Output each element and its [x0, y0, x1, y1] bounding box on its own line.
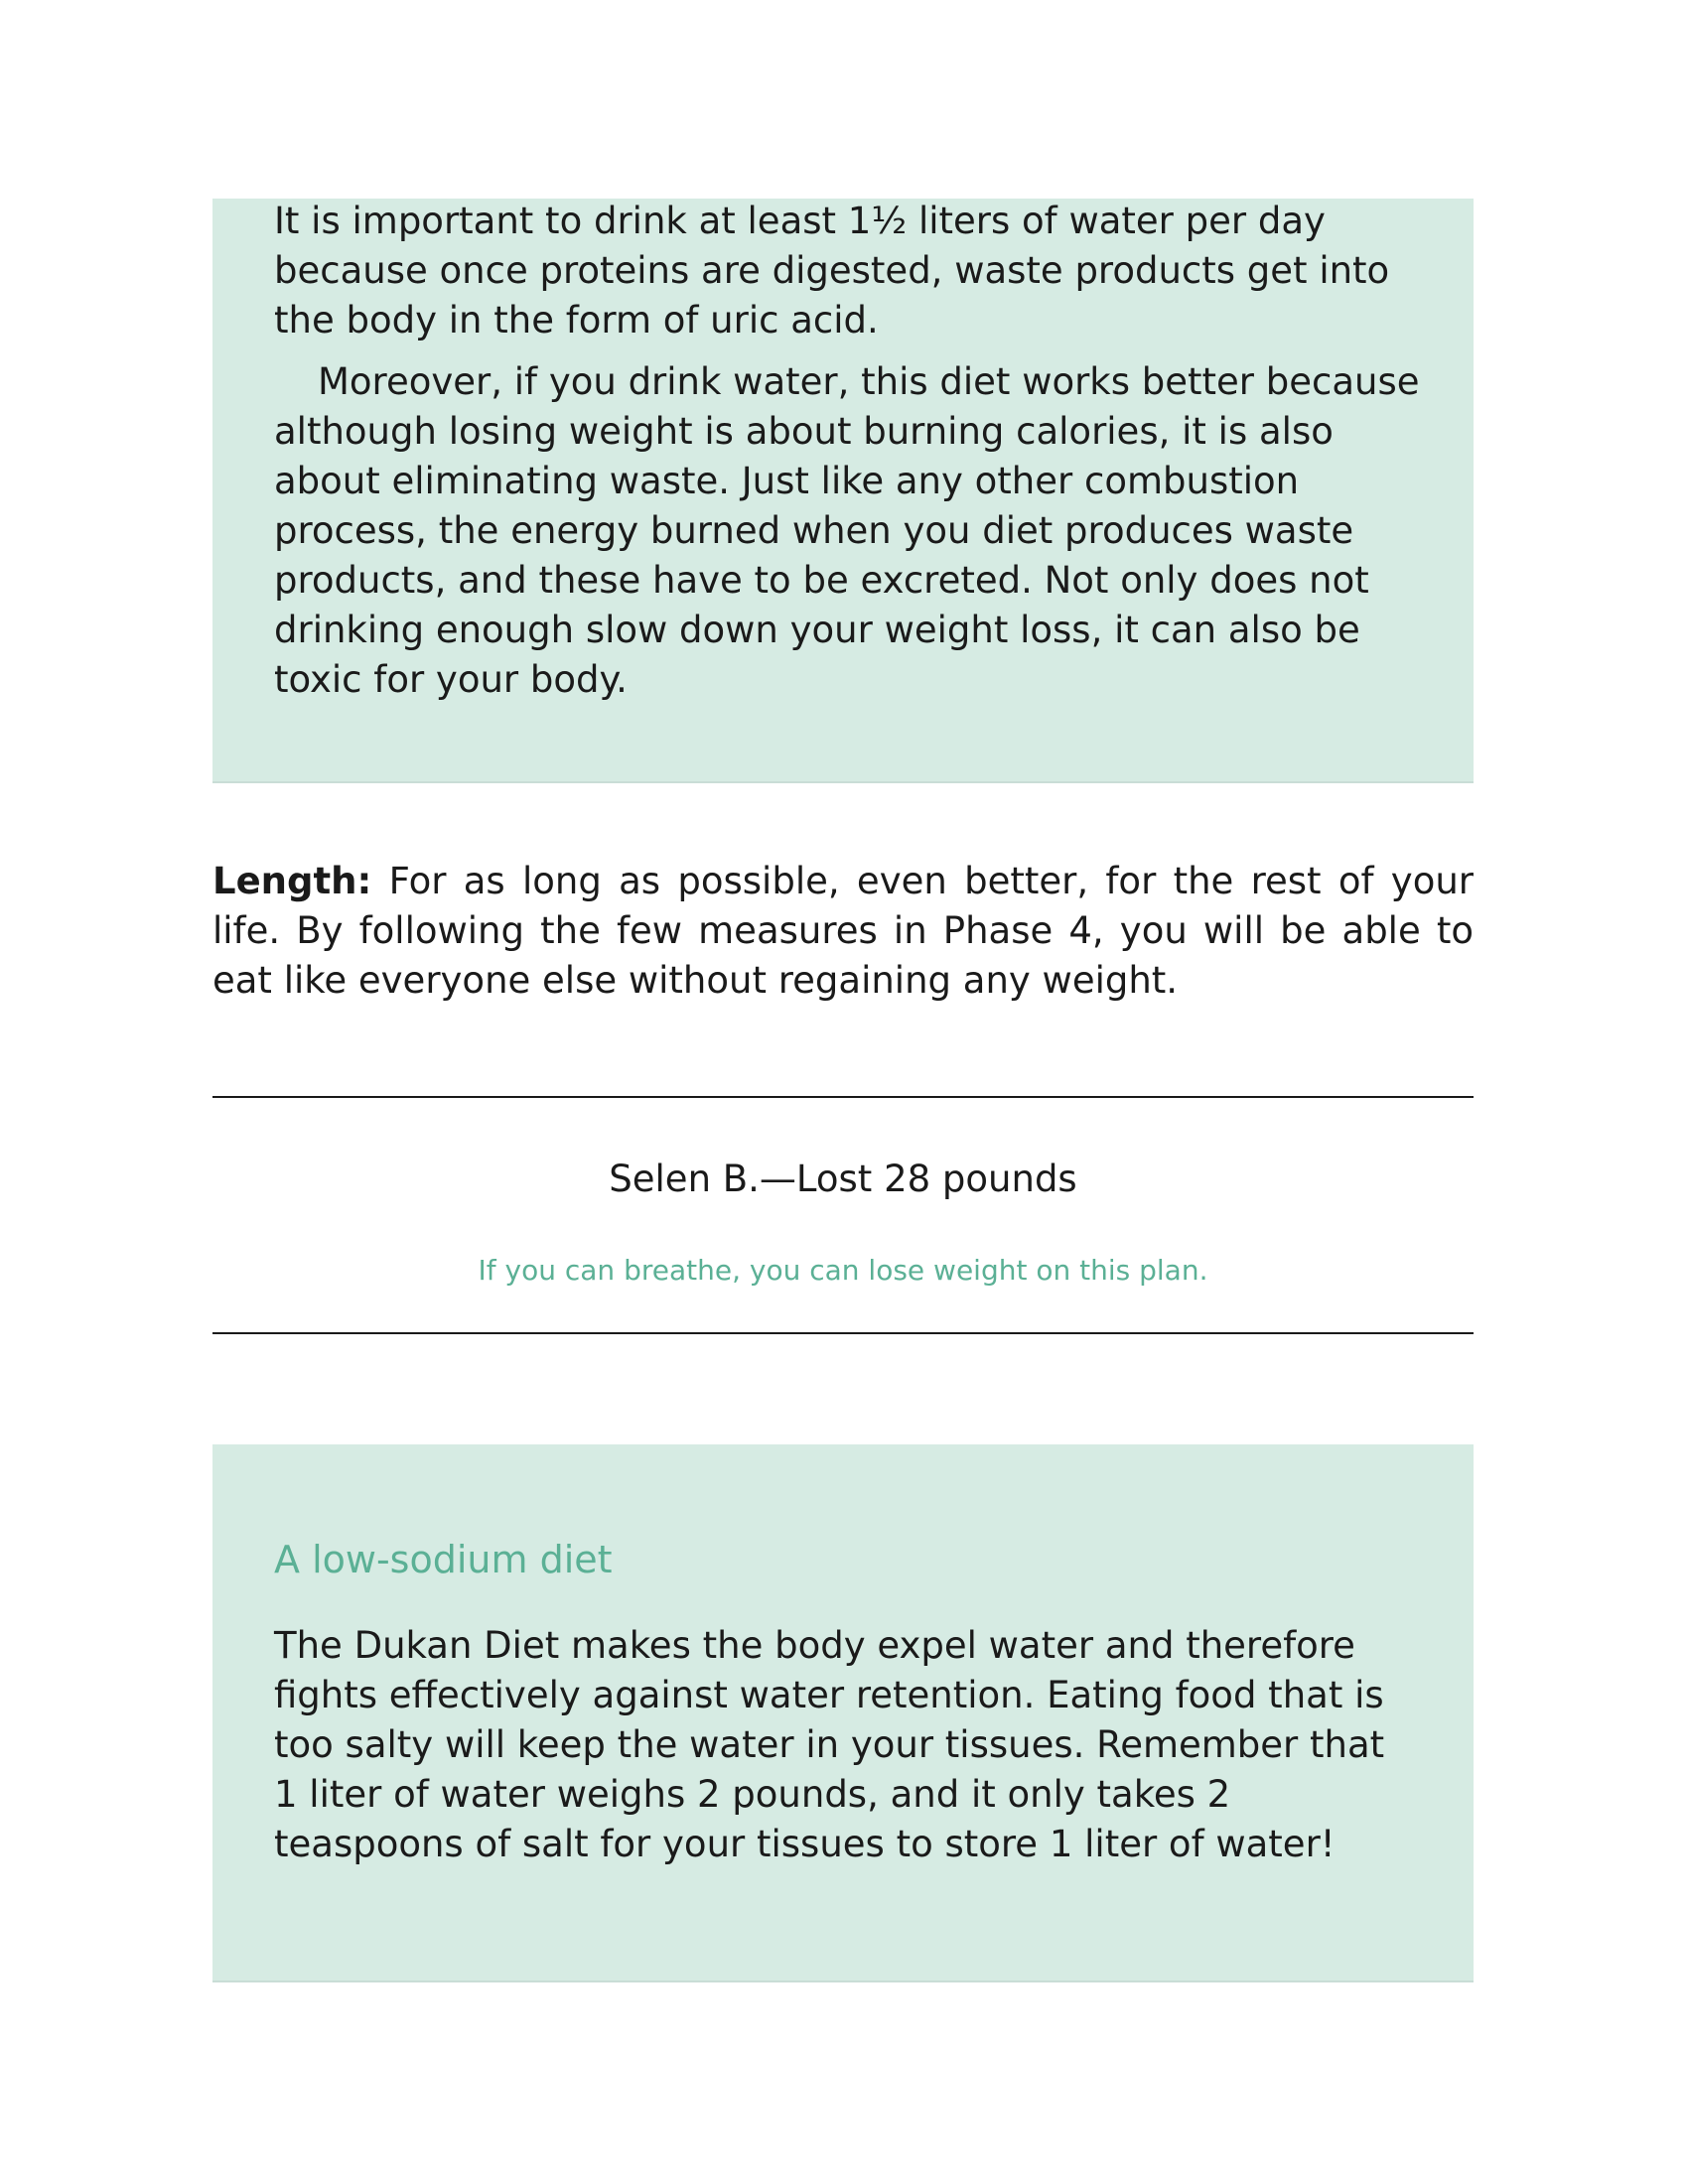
length-paragraph	[212, 857, 1474, 1006]
length-text: For as long as possible, even better, for the rest of your life. By following the few measures in Phase 4, you will be able to eat like everyone else without regaining any weight.	[212, 860, 1474, 1002]
testimonial-bottom-divider	[212, 1332, 1474, 1334]
water-sidebar-box	[212, 199, 1474, 781]
water-paragraph-1: It is important to drink at least 1½ liters of water per day because once proteins are digested, waste products get into the body in the form of uric acid.	[274, 200, 1390, 341]
testimonial-quote: If you can breathe, you can lose weight on this plan.	[478, 1254, 1208, 1287]
water-paragraph-2: Moreover, if you drink water, this diet works better because although losing weight is about burning calories, it is also about eliminating waste. Just like any other combustion process, the energy burned when you diet produces waste products, and these have to be excreted. Not only does not drinking enough slow down your weight loss, it can also be toxic for your body.	[274, 360, 1420, 701]
sodium-body: The Dukan Diet makes the body expel water and therefore fights effectively against water retention. Eating food that is too salty will keep the water in your tissues. Remember that 1 liter of water weighs 2 pounds, and it only takes 2 teaspoons of salt for your tissues to store 1 liter of water!	[274, 1624, 1385, 1865]
testimonial-top-divider	[212, 1096, 1474, 1098]
sodium-sidebar-box	[212, 1444, 1474, 1980]
testimonial-name: Selen B.—Lost 28 pounds	[609, 1158, 1077, 1200]
length-label: Length:	[212, 860, 372, 902]
sodium-heading: A low-sodium diet	[274, 1538, 613, 1581]
